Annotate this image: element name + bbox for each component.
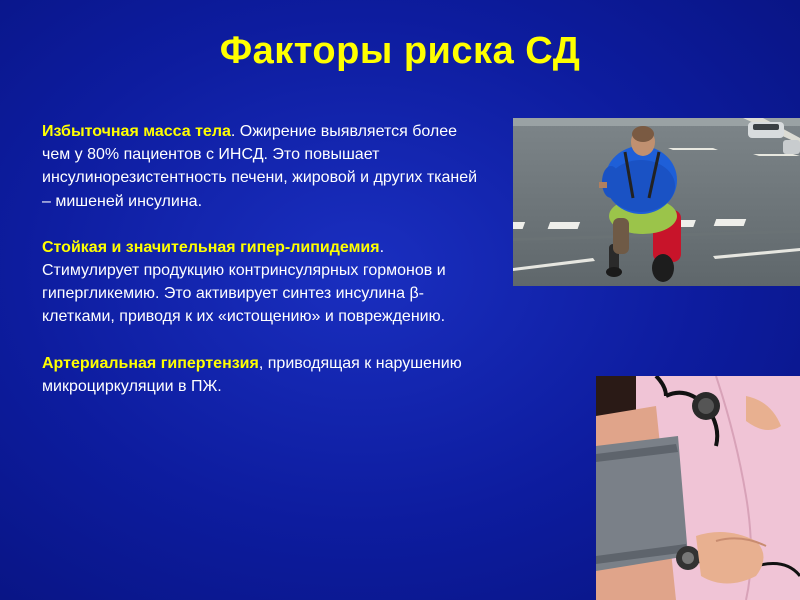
photo-blood-pressure: [596, 376, 800, 600]
paragraph-hypertension: [42, 352, 482, 398]
highlight-obesity: Избыточная масса тела: [42, 123, 231, 140]
paragraph-hyperlipidemia: [42, 236, 482, 329]
photo-scooter-rider: [513, 118, 800, 286]
text-hyperlipidemia: . Стимулирует продукцию контринсулярных гормонов и гипергликемию. Это активирует синтез инсулина β-клетками, приводя к их «истощению» и повреждению.: [42, 238, 446, 326]
text-hypertension: , приводящая к нарушению микроциркуляции в ПЖ.: [42, 354, 462, 395]
slide-title: Факторы риска СД: [219, 30, 581, 72]
paragraph-obesity: [42, 120, 482, 213]
highlight-hyperlipidemia: Стойкая и значительная гипер-липидемия: [42, 238, 380, 256]
highlight-hypertension: Артериальная гипертензия: [42, 354, 259, 372]
slide-body: [42, 120, 482, 421]
text-obesity: . Ожирение выявляется более чем у 80% пациентов с ИНСД. Это повышает инсулинорезистентность печени, жировой и других тканей – мишеней инсулина.: [42, 123, 478, 210]
